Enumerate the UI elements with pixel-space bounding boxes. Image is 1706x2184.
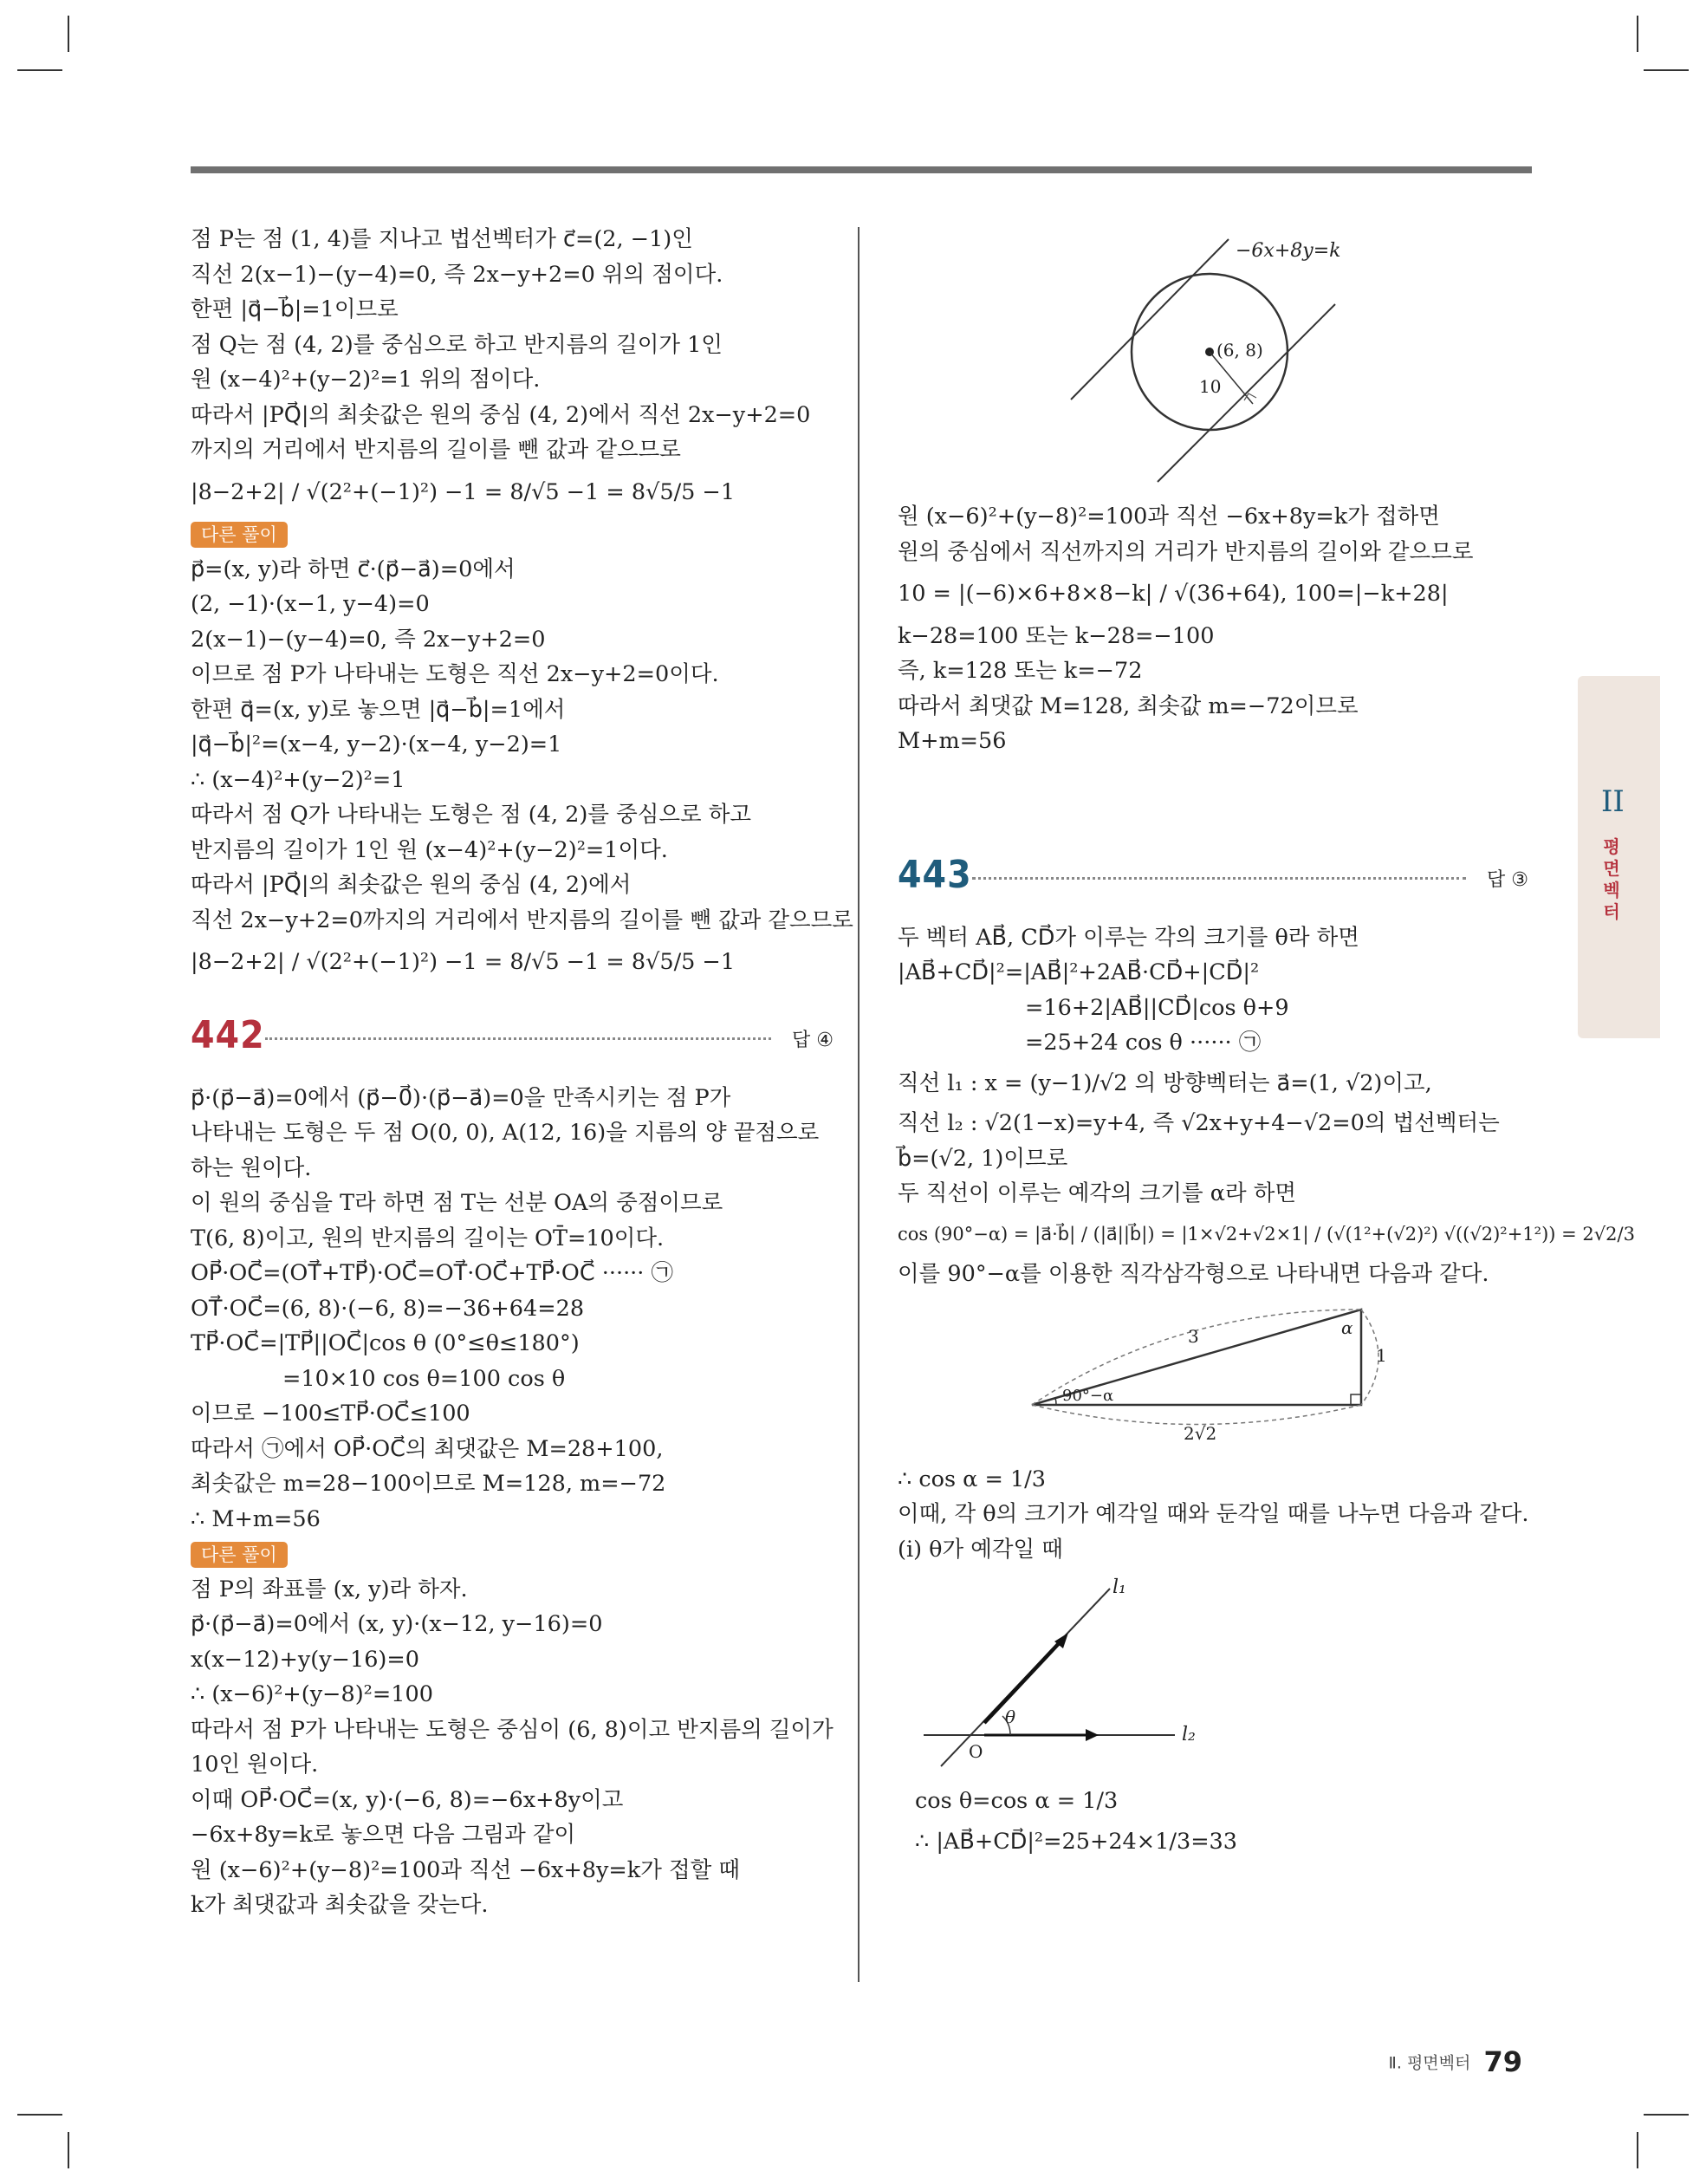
alt-solution-badge: 다른 풀이 — [191, 522, 288, 548]
text-line: |AB⃗+CD⃗|²=|AB⃗|²+2AB⃗·CD⃗+|CD⃗|² — [898, 959, 1260, 985]
text-line: 원 (x−4)²+(y−2)²=1 위의 점이다. — [191, 367, 541, 393]
text-line: k가 최댓값과 최솟값을 갖는다. — [191, 1892, 489, 1918]
text-line: 따라서 |PQ⃗|의 최솟값은 원의 중심 (4, 2)에서 직선 2x−y+2=0 — [191, 401, 811, 428]
radius-label: 10 — [1199, 376, 1222, 397]
formula-line: |8−2+2| / √(2²+(−1)²) −1 = 8/√5 −1 = 8√5/5 −1 — [191, 478, 736, 505]
left-column — [191, 222, 853, 1923]
text-line: |q⃗−b⃗|²=(x−4, y−2)·(x−4, y−2)=1 — [191, 731, 562, 757]
text-line: (i) θ가 예각일 때 — [898, 1536, 1063, 1563]
hyp-label: 3 — [1188, 1325, 1199, 1347]
side-label: 1 — [1376, 1344, 1387, 1366]
text-line: 한편 q⃗=(x, y)로 놓으면 |q⃗−b⃗|=1에서 — [191, 696, 566, 723]
circle-tangent-figure — [898, 222, 1528, 499]
text-line: 반지름의 길이가 1인 원 (x−4)²+(y−2)²=1이다. — [191, 836, 668, 863]
arrowhead-l2 — [1086, 1729, 1099, 1741]
text-line: T(6, 8)이고, 원의 반지름의 길이는 OT̄=10이다. — [191, 1225, 665, 1251]
answer-mark: 답 ③ — [1487, 868, 1528, 891]
text-line: ∴ cos α = 1/3 — [898, 1466, 1046, 1492]
text-line: 까지의 거리에서 반지름의 길이를 뺀 값과 같으므로 — [191, 437, 681, 463]
header-rule — [191, 166, 1532, 173]
text-line: (2, −1)·(x−1, y−4)=0 — [191, 591, 430, 617]
text-line: 두 벡터 AB⃗, CD⃗가 이루는 각의 크기를 θ라 하면 — [898, 924, 1359, 951]
text-line: ∴ M+m=56 — [191, 1505, 321, 1532]
text-line: 이를 90°−α를 이용한 직각삼각형으로 나타내면 다음과 같다. — [898, 1261, 1489, 1287]
problem-442-header — [191, 1006, 834, 1081]
footer-chapter-text: Ⅱ. 평면벡터 — [1388, 2053, 1471, 2073]
text-line: 점 P의 좌표를 (x, y)라 하자. — [191, 1576, 468, 1602]
column-divider — [858, 227, 859, 1982]
text-line: p⃗·(p⃗−a⃗)=0에서 (x, y)·(x−12, y−16)=0 — [191, 1611, 603, 1637]
text-line: 직선 l₂ : √2(1−x)=y+4, 즉 √2x+y+4−√2=0의 법선벡터는 — [898, 1110, 1500, 1136]
text-line: 이므로 점 P가 나타내는 도형은 직선 2x−y+2=0이다. — [191, 661, 719, 687]
theta-label: θ — [1005, 1706, 1016, 1727]
problem-number: 442 — [191, 1012, 265, 1057]
formula-line: 10 = |(−6)×6+8×8−k| / √(36+64), 100=|−k+28| — [898, 581, 1449, 607]
dimension-arc-base — [1032, 1405, 1361, 1425]
acute-angle-figure — [898, 1567, 1528, 1784]
vector-on-l1 — [984, 1640, 1062, 1723]
text-line: 원의 중심에서 직선까지의 거리가 반지름의 길이와 같으므로 — [898, 538, 1474, 565]
problem-number: 443 — [898, 852, 972, 897]
answer-mark: 답 ④ — [792, 1029, 834, 1051]
angle-top-label: α — [1341, 1316, 1353, 1338]
text-line: 하는 원이다. — [191, 1154, 312, 1181]
right-angle-mark — [1351, 1394, 1361, 1405]
text-line: p⃗·(p⃗−a⃗)=0에서 (p⃗−0⃗)·(p⃗−a⃗)=0을 만족시키는 점 P가 — [191, 1084, 731, 1111]
crop-mark — [17, 2114, 62, 2116]
text-line: p⃗=(x, y)라 하면 c⃗·(p⃗−a⃗)=0에서 — [191, 556, 516, 582]
text-line: 따라서 |PQ⃗|의 최솟값은 원의 중심 (4, 2)에서 — [191, 872, 632, 898]
alt-solution-badge: 다른 풀이 — [191, 1542, 288, 1568]
text-line: 두 직선이 이루는 예각의 크기를 α라 하면 — [898, 1180, 1296, 1206]
page-footer — [1389, 2045, 1522, 2078]
text-line: =10×10 cos θ=100 cos θ — [282, 1365, 566, 1392]
crop-mark — [68, 2132, 69, 2168]
origin-label: O — [969, 1741, 983, 1762]
right-triangle-figure — [898, 1292, 1528, 1457]
problem-443-header — [898, 846, 1528, 920]
text-line: 따라서 ㉠에서 OP⃗·OC⃗의 최댓값은 M=28+100, — [191, 1435, 664, 1462]
text-line: 즉, k=128 또는 k=−72 — [898, 658, 1143, 684]
text-line: 이때, 각 θ의 크기가 예각일 때와 둔각일 때를 나누면 다음과 같다. — [898, 1501, 1529, 1527]
text-line: 직선 2(x−1)−(y−4)=0, 즉 2x−y+2=0 위의 점이다. — [191, 261, 723, 288]
center-label: (6, 8) — [1216, 340, 1263, 361]
crop-mark — [1644, 2114, 1689, 2116]
text-line: =25+24 cos θ ······ ㉠ — [1025, 1030, 1262, 1056]
tangent-line-lower — [1158, 304, 1335, 482]
line-label: −6x+8y=k — [1236, 240, 1341, 262]
text-line: 원 (x−6)²+(y−8)²=100과 직선 −6x+8y=k가 접할 때 — [191, 1856, 740, 1883]
text-line: 점 P는 점 (1, 4)를 지나고 법선벡터가 c⃗=(2, −1)인 — [191, 226, 693, 252]
text-line: b⃗=(√2, 1)이므로 — [898, 1145, 1068, 1172]
text-line: 직선 l₁ : x = (y−1)/√2 의 방향벡터는 a⃗=(1, √2)이고, — [898, 1069, 1432, 1096]
text-line: TP⃗·OC⃗=|TP⃗||OC⃗|cos θ (0°≤θ≤180°) — [191, 1330, 580, 1356]
text-line: k−28=100 또는 k−28=−100 — [898, 622, 1215, 649]
dotted-leader — [972, 877, 1466, 880]
text-line: OT⃗·OC⃗=(6, 8)·(−6, 8)=−36+64=28 — [191, 1295, 585, 1322]
crop-mark — [1637, 16, 1638, 52]
text-line: 직선 2x−y+2=0까지의 거리에서 반지름의 길이를 뺀 값과 같으므로 — [191, 907, 853, 933]
crop-mark — [68, 16, 69, 52]
text-line: 따라서 점 Q가 나타내는 도형은 점 (4, 2)를 중심으로 하고 — [191, 802, 751, 828]
l2-label: l₂ — [1182, 1724, 1196, 1745]
text-line: 원 (x−6)²+(y−8)²=100과 직선 −6x+8y=k가 접하면 — [898, 504, 1440, 530]
text-line: OP⃗·OC⃗=(OT⃗+TP⃗)·OC⃗=OT⃗·OC⃗+TP⃗·OC⃗ ······ ㉠ — [191, 1260, 673, 1286]
crop-mark — [17, 69, 62, 71]
text-line: 점 Q는 점 (4, 2)를 중심으로 하고 반지름의 길이가 1인 — [191, 331, 723, 358]
text-line: 한편 |q⃗−b⃗|=1이므로 — [191, 296, 399, 322]
text-line: 2(x−1)−(y−4)=0, 즉 2x−y+2=0 — [191, 626, 546, 653]
text-line: M+m=56 — [898, 728, 1007, 754]
text-line: x(x−12)+y(y−16)=0 — [191, 1646, 419, 1673]
chapter-title: 평면벡터 — [1603, 836, 1620, 922]
text-line: −6x+8y=k로 놓으면 다음 그림과 같이 — [191, 1822, 576, 1848]
text-line: ∴ (x−4)²+(y−2)²=1 — [191, 766, 405, 793]
text-line: 따라서 점 P가 나타내는 도형은 중심이 (6, 8)이고 반지름의 길이가 — [191, 1716, 834, 1743]
text-line: 최솟값은 m=28−100이므로 M=128, m=−72 — [191, 1471, 666, 1497]
text-line: 이때 OP⃗·OC⃗=(x, y)·(−6, 8)=−6x+8y이고 — [191, 1786, 624, 1813]
text-line: 따라서 최댓값 M=128, 최솟값 m=−72이므로 — [898, 692, 1359, 719]
dotted-leader — [265, 1037, 771, 1040]
text-line: 이 원의 중심을 T라 하면 점 T는 선분 OA의 중점이므로 — [191, 1190, 723, 1216]
page-number: 79 — [1483, 2045, 1522, 2078]
text-line: cos θ=cos α = 1/3 — [915, 1788, 1119, 1814]
crop-mark — [1637, 2132, 1638, 2168]
angle-left-label: 90°−α — [1062, 1386, 1114, 1405]
chapter-number: II — [1601, 784, 1625, 819]
text-line: ∴ |AB⃗+CD⃗|²=25+24×1/3=33 — [915, 1828, 1238, 1855]
crop-mark — [1644, 69, 1689, 71]
text-line: 이므로 −100≤TP⃗·OC⃗≤100 — [191, 1401, 470, 1427]
l1-label: l₁ — [1112, 1576, 1126, 1598]
text-line: =16+2|AB⃗||CD⃗|cos θ+9 — [1025, 994, 1289, 1021]
formula-line: cos (90°−α) = |a⃗·b⃗| / (|a⃗||b⃗|) = |1×√2+√2×1| / (√(1²+(√2)²) √((√2)²+1²)) = 2√2/3 — [898, 1223, 1635, 1245]
base-label: 2√2 — [1184, 1422, 1217, 1444]
text-line: 나타내는 도형은 두 점 O(0, 0), A(12, 16)을 지름의 양 끝점으로 — [191, 1120, 820, 1146]
text-line: 10인 원이다. — [191, 1752, 319, 1778]
formula-line: |8−2+2| / √(2²+(−1)²) −1 = 8/√5 −1 = 8√5/5 −1 — [191, 949, 736, 975]
text-line: ∴ (x−6)²+(y−8)²=100 — [191, 1681, 433, 1707]
